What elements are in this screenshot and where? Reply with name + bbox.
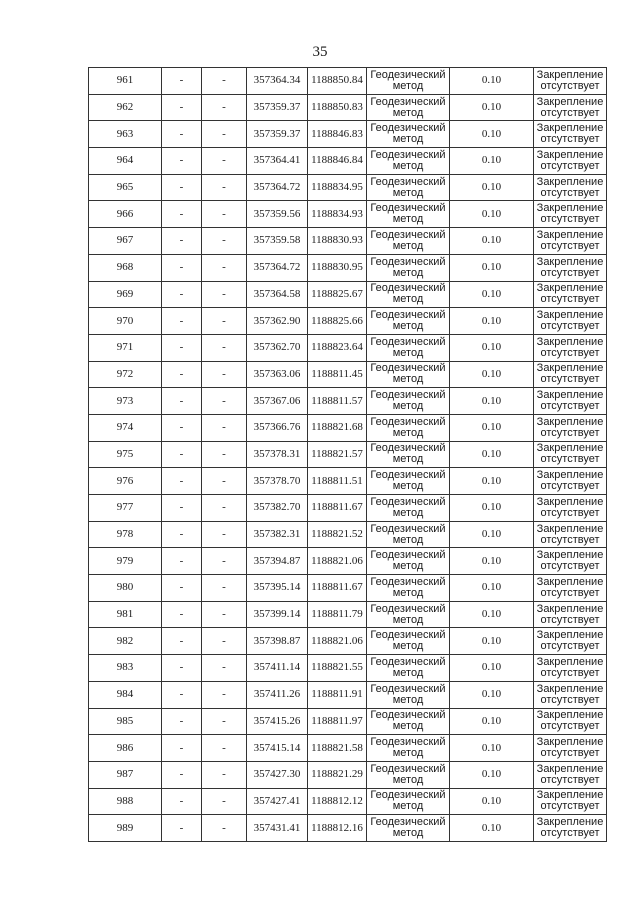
table-row (89, 148, 607, 175)
empty-dash-cell: - (202, 788, 247, 815)
precision-cell: 0.10 (450, 601, 534, 628)
empty-dash-cell: - (162, 228, 202, 255)
point-number-cell: 974 (89, 414, 162, 441)
precision-cell: 0.10 (450, 788, 534, 815)
table-row (89, 334, 607, 361)
empty-dash-cell: - (202, 308, 247, 335)
point-number-cell: 973 (89, 388, 162, 415)
y-coordinate-cell: 1188821.06 (308, 628, 367, 655)
method-cell: Геодезический метод (367, 708, 450, 735)
empty-dash-cell: - (202, 68, 247, 95)
y-coordinate-cell: 1188850.84 (308, 68, 367, 95)
method-cell: Геодезический метод (367, 735, 450, 762)
table-row (89, 68, 607, 95)
y-coordinate-cell: 1188811.91 (308, 681, 367, 708)
coordinates-table (88, 67, 607, 842)
point-number-cell: 982 (89, 628, 162, 655)
empty-dash-cell: - (162, 68, 202, 95)
table-row (89, 201, 607, 228)
empty-dash-cell: - (162, 148, 202, 175)
empty-dash-cell: - (202, 468, 247, 495)
empty-dash-cell: - (202, 228, 247, 255)
empty-dash-cell: - (162, 601, 202, 628)
precision-cell: 0.10 (450, 815, 534, 842)
empty-dash-cell: - (202, 708, 247, 735)
method-cell: Геодезический метод (367, 148, 450, 175)
y-coordinate-cell: 1188811.51 (308, 468, 367, 495)
fixation-cell: Закрепление отсутствует (534, 548, 607, 575)
y-coordinate-cell: 1188821.57 (308, 441, 367, 468)
point-number-cell: 980 (89, 575, 162, 602)
y-coordinate-cell: 1188830.93 (308, 228, 367, 255)
table-row (89, 388, 607, 415)
y-coordinate-cell: 1188823.64 (308, 334, 367, 361)
precision-cell: 0.10 (450, 174, 534, 201)
y-coordinate-cell: 1188850.83 (308, 94, 367, 121)
fixation-cell: Закрепление отсутствует (534, 68, 607, 95)
y-coordinate-cell: 1188846.84 (308, 148, 367, 175)
method-cell: Геодезический метод (367, 788, 450, 815)
y-coordinate-cell: 1188821.68 (308, 414, 367, 441)
y-coordinate-cell: 1188811.79 (308, 601, 367, 628)
x-coordinate-cell: 357359.58 (247, 228, 308, 255)
point-number-cell: 975 (89, 441, 162, 468)
fixation-cell: Закрепление отсутствует (534, 334, 607, 361)
x-coordinate-cell: 357427.41 (247, 788, 308, 815)
x-coordinate-cell: 357366.76 (247, 414, 308, 441)
x-coordinate-cell: 357364.41 (247, 148, 308, 175)
y-coordinate-cell: 1188846.83 (308, 121, 367, 148)
x-coordinate-cell: 357363.06 (247, 361, 308, 388)
empty-dash-cell: - (162, 788, 202, 815)
point-number-cell: 976 (89, 468, 162, 495)
table-row (89, 495, 607, 522)
x-coordinate-cell: 357364.58 (247, 281, 308, 308)
empty-dash-cell: - (162, 441, 202, 468)
y-coordinate-cell: 1188821.29 (308, 761, 367, 788)
point-number-cell: 977 (89, 495, 162, 522)
empty-dash-cell: - (162, 254, 202, 281)
empty-dash-cell: - (162, 708, 202, 735)
table-row (89, 121, 607, 148)
point-number-cell: 984 (89, 681, 162, 708)
fixation-cell: Закрепление отсутствует (534, 281, 607, 308)
method-cell: Геодезический метод (367, 441, 450, 468)
precision-cell: 0.10 (450, 361, 534, 388)
fixation-cell: Закрепление отсутствует (534, 575, 607, 602)
fixation-cell: Закрепление отсутствует (534, 254, 607, 281)
x-coordinate-cell: 357411.14 (247, 655, 308, 682)
y-coordinate-cell: 1188830.95 (308, 254, 367, 281)
fixation-cell: Закрепление отсутствует (534, 148, 607, 175)
y-coordinate-cell: 1188834.95 (308, 174, 367, 201)
point-number-cell: 967 (89, 228, 162, 255)
empty-dash-cell: - (162, 308, 202, 335)
precision-cell: 0.10 (450, 655, 534, 682)
table-body (89, 68, 607, 842)
x-coordinate-cell: 357364.34 (247, 68, 308, 95)
page-number: 35 (312, 44, 328, 60)
empty-dash-cell: - (202, 655, 247, 682)
table-row (89, 815, 607, 842)
fixation-cell: Закрепление отсутствует (534, 655, 607, 682)
precision-cell: 0.10 (450, 94, 534, 121)
precision-cell: 0.10 (450, 228, 534, 255)
precision-cell: 0.10 (450, 521, 534, 548)
table-row (89, 601, 607, 628)
method-cell: Геодезический метод (367, 334, 450, 361)
precision-cell: 0.10 (450, 575, 534, 602)
empty-dash-cell: - (162, 815, 202, 842)
table-row (89, 521, 607, 548)
method-cell: Геодезический метод (367, 601, 450, 628)
table-row (89, 414, 607, 441)
y-coordinate-cell: 1188811.67 (308, 495, 367, 522)
method-cell: Геодезический метод (367, 121, 450, 148)
table-row (89, 441, 607, 468)
precision-cell: 0.10 (450, 254, 534, 281)
fixation-cell: Закрепление отсутствует (534, 628, 607, 655)
table-row (89, 94, 607, 121)
precision-cell: 0.10 (450, 495, 534, 522)
fixation-cell: Закрепление отсутствует (534, 495, 607, 522)
fixation-cell: Закрепление отсутствует (534, 735, 607, 762)
point-number-cell: 969 (89, 281, 162, 308)
empty-dash-cell: - (162, 548, 202, 575)
method-cell: Геодезический метод (367, 548, 450, 575)
x-coordinate-cell: 357364.72 (247, 174, 308, 201)
precision-cell: 0.10 (450, 468, 534, 495)
y-coordinate-cell: 1188834.93 (308, 201, 367, 228)
fixation-cell: Закрепление отсутствует (534, 308, 607, 335)
empty-dash-cell: - (162, 575, 202, 602)
table-row (89, 308, 607, 335)
fixation-cell: Закрепление отсутствует (534, 361, 607, 388)
precision-cell: 0.10 (450, 121, 534, 148)
precision-cell: 0.10 (450, 548, 534, 575)
fixation-cell: Закрепление отсутствует (534, 601, 607, 628)
empty-dash-cell: - (162, 201, 202, 228)
empty-dash-cell: - (162, 735, 202, 762)
point-number-cell: 988 (89, 788, 162, 815)
empty-dash-cell: - (162, 334, 202, 361)
x-coordinate-cell: 357362.70 (247, 334, 308, 361)
table-row (89, 655, 607, 682)
point-number-cell: 986 (89, 735, 162, 762)
table-row (89, 628, 607, 655)
empty-dash-cell: - (162, 121, 202, 148)
point-number-cell: 972 (89, 361, 162, 388)
fixation-cell: Закрепление отсутствует (534, 815, 607, 842)
y-coordinate-cell: 1188811.67 (308, 575, 367, 602)
x-coordinate-cell: 357399.14 (247, 601, 308, 628)
y-coordinate-cell: 1188825.67 (308, 281, 367, 308)
precision-cell: 0.10 (450, 148, 534, 175)
fixation-cell: Закрепление отсутствует (534, 708, 607, 735)
table-row (89, 174, 607, 201)
empty-dash-cell: - (162, 521, 202, 548)
empty-dash-cell: - (202, 735, 247, 762)
y-coordinate-cell: 1188811.97 (308, 708, 367, 735)
method-cell: Геодезический метод (367, 174, 450, 201)
empty-dash-cell: - (202, 441, 247, 468)
empty-dash-cell: - (202, 681, 247, 708)
precision-cell: 0.10 (450, 708, 534, 735)
method-cell: Геодезический метод (367, 681, 450, 708)
x-coordinate-cell: 357367.06 (247, 388, 308, 415)
y-coordinate-cell: 1188825.66 (308, 308, 367, 335)
empty-dash-cell: - (162, 628, 202, 655)
empty-dash-cell: - (202, 388, 247, 415)
empty-dash-cell: - (202, 495, 247, 522)
empty-dash-cell: - (202, 201, 247, 228)
method-cell: Геодезический метод (367, 68, 450, 95)
x-coordinate-cell: 357378.31 (247, 441, 308, 468)
empty-dash-cell: - (162, 388, 202, 415)
empty-dash-cell: - (162, 495, 202, 522)
table-row (89, 708, 607, 735)
x-coordinate-cell: 357415.26 (247, 708, 308, 735)
fixation-cell: Закрепление отсутствует (534, 388, 607, 415)
point-number-cell: 983 (89, 655, 162, 682)
point-number-cell: 985 (89, 708, 162, 735)
empty-dash-cell: - (162, 174, 202, 201)
precision-cell: 0.10 (450, 201, 534, 228)
empty-dash-cell: - (202, 575, 247, 602)
x-coordinate-cell: 357359.37 (247, 94, 308, 121)
point-number-cell: 981 (89, 601, 162, 628)
empty-dash-cell: - (202, 254, 247, 281)
empty-dash-cell: - (202, 601, 247, 628)
x-coordinate-cell: 357378.70 (247, 468, 308, 495)
y-coordinate-cell: 1188811.57 (308, 388, 367, 415)
precision-cell: 0.10 (450, 761, 534, 788)
point-number-cell: 979 (89, 548, 162, 575)
x-coordinate-cell: 357394.87 (247, 548, 308, 575)
method-cell: Геодезический метод (367, 521, 450, 548)
fixation-cell: Закрепление отсутствует (534, 521, 607, 548)
method-cell: Геодезический метод (367, 228, 450, 255)
x-coordinate-cell: 357398.87 (247, 628, 308, 655)
x-coordinate-cell: 357411.26 (247, 681, 308, 708)
precision-cell: 0.10 (450, 334, 534, 361)
empty-dash-cell: - (162, 94, 202, 121)
method-cell: Геодезический метод (367, 254, 450, 281)
method-cell: Геодезический метод (367, 281, 450, 308)
point-number-cell: 963 (89, 121, 162, 148)
point-number-cell: 966 (89, 201, 162, 228)
fixation-cell: Закрепление отсутствует (534, 788, 607, 815)
empty-dash-cell: - (202, 548, 247, 575)
table-row (89, 228, 607, 255)
x-coordinate-cell: 357415.14 (247, 735, 308, 762)
table-row (89, 548, 607, 575)
empty-dash-cell: - (202, 94, 247, 121)
empty-dash-cell: - (162, 414, 202, 441)
empty-dash-cell: - (162, 655, 202, 682)
empty-dash-cell: - (162, 468, 202, 495)
empty-dash-cell: - (202, 361, 247, 388)
table-row (89, 735, 607, 762)
method-cell: Геодезический метод (367, 468, 450, 495)
method-cell: Геодезический метод (367, 94, 450, 121)
point-number-cell: 962 (89, 94, 162, 121)
point-number-cell: 968 (89, 254, 162, 281)
table-row (89, 761, 607, 788)
precision-cell: 0.10 (450, 414, 534, 441)
precision-cell: 0.10 (450, 681, 534, 708)
method-cell: Геодезический метод (367, 495, 450, 522)
method-cell: Геодезический метод (367, 815, 450, 842)
point-number-cell: 978 (89, 521, 162, 548)
method-cell: Геодезический метод (367, 761, 450, 788)
fixation-cell: Закрепление отсутствует (534, 468, 607, 495)
method-cell: Геодезический метод (367, 414, 450, 441)
fixation-cell: Закрепление отсутствует (534, 414, 607, 441)
x-coordinate-cell: 357382.70 (247, 495, 308, 522)
method-cell: Геодезический метод (367, 575, 450, 602)
x-coordinate-cell: 357364.72 (247, 254, 308, 281)
y-coordinate-cell: 1188821.06 (308, 548, 367, 575)
point-number-cell: 961 (89, 68, 162, 95)
x-coordinate-cell: 357427.30 (247, 761, 308, 788)
precision-cell: 0.10 (450, 628, 534, 655)
precision-cell: 0.10 (450, 388, 534, 415)
precision-cell: 0.10 (450, 441, 534, 468)
point-number-cell: 989 (89, 815, 162, 842)
method-cell: Геодезический метод (367, 655, 450, 682)
x-coordinate-cell: 357382.31 (247, 521, 308, 548)
fixation-cell: Закрепление отсутствует (534, 441, 607, 468)
table-row (89, 575, 607, 602)
empty-dash-cell: - (202, 761, 247, 788)
x-coordinate-cell: 357431.41 (247, 815, 308, 842)
fixation-cell: Закрепление отсутствует (534, 174, 607, 201)
y-coordinate-cell: 1188821.55 (308, 655, 367, 682)
empty-dash-cell: - (162, 761, 202, 788)
fixation-cell: Закрепление отсутствует (534, 201, 607, 228)
empty-dash-cell: - (162, 281, 202, 308)
point-number-cell: 964 (89, 148, 162, 175)
method-cell: Геодезический метод (367, 201, 450, 228)
empty-dash-cell: - (202, 815, 247, 842)
precision-cell: 0.10 (450, 308, 534, 335)
precision-cell: 0.10 (450, 281, 534, 308)
empty-dash-cell: - (162, 361, 202, 388)
x-coordinate-cell: 357395.14 (247, 575, 308, 602)
fixation-cell: Закрепление отсутствует (534, 228, 607, 255)
table-row (89, 681, 607, 708)
y-coordinate-cell: 1188812.16 (308, 815, 367, 842)
empty-dash-cell: - (162, 681, 202, 708)
point-number-cell: 965 (89, 174, 162, 201)
x-coordinate-cell: 357359.56 (247, 201, 308, 228)
empty-dash-cell: - (202, 148, 247, 175)
table-row (89, 361, 607, 388)
point-number-cell: 987 (89, 761, 162, 788)
method-cell: Геодезический метод (367, 628, 450, 655)
empty-dash-cell: - (202, 521, 247, 548)
precision-cell: 0.10 (450, 68, 534, 95)
y-coordinate-cell: 1188812.12 (308, 788, 367, 815)
fixation-cell: Закрепление отсутствует (534, 94, 607, 121)
point-number-cell: 971 (89, 334, 162, 361)
method-cell: Геодезический метод (367, 361, 450, 388)
x-coordinate-cell: 357362.90 (247, 308, 308, 335)
empty-dash-cell: - (202, 414, 247, 441)
table-row (89, 254, 607, 281)
empty-dash-cell: - (202, 121, 247, 148)
fixation-cell: Закрепление отсутствует (534, 681, 607, 708)
precision-cell: 0.10 (450, 735, 534, 762)
method-cell: Геодезический метод (367, 388, 450, 415)
empty-dash-cell: - (202, 174, 247, 201)
empty-dash-cell: - (202, 281, 247, 308)
y-coordinate-cell: 1188811.45 (308, 361, 367, 388)
fixation-cell: Закрепление отсутствует (534, 761, 607, 788)
table-row (89, 788, 607, 815)
y-coordinate-cell: 1188821.58 (308, 735, 367, 762)
empty-dash-cell: - (202, 334, 247, 361)
fixation-cell: Закрепление отсутствует (534, 121, 607, 148)
empty-dash-cell: - (202, 628, 247, 655)
table-row (89, 281, 607, 308)
method-cell: Геодезический метод (367, 308, 450, 335)
x-coordinate-cell: 357359.37 (247, 121, 308, 148)
table-row (89, 468, 607, 495)
point-number-cell: 970 (89, 308, 162, 335)
y-coordinate-cell: 1188821.52 (308, 521, 367, 548)
